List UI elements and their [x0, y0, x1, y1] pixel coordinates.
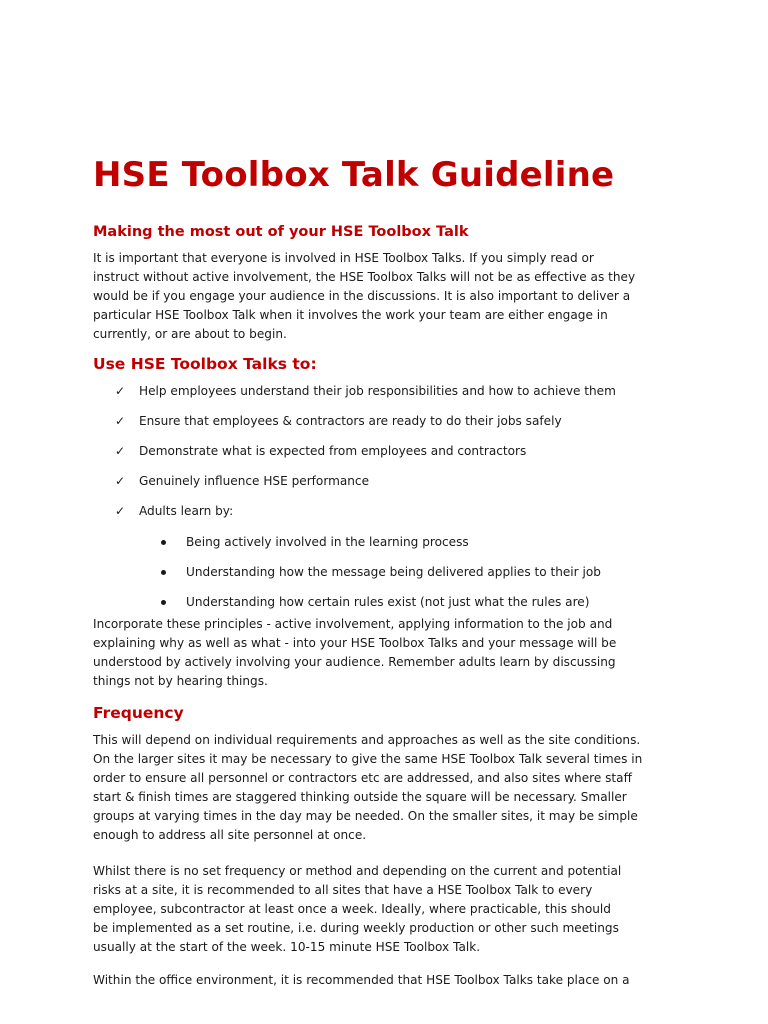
text-line: groups at varying times in the day may be needed. On the smaller sites, it may be simple	[93, 809, 638, 823]
bullet-item	[93, 563, 683, 582]
checklist-item-text: Help employees understand their job responsibilities and how to achieve them	[139, 384, 616, 398]
text-line: explaining why as well as what - into your HSE Toolbox Talks and your message will be	[93, 636, 617, 650]
frequency-paragraph-3	[93, 971, 683, 990]
section-heading-use-toolbox-talks: Use HSE Toolbox Talks to:	[93, 355, 317, 373]
check-mark-icon: ✓	[115, 444, 126, 458]
checklist-item	[93, 382, 683, 401]
checklist	[93, 382, 683, 521]
text-line: instruct without active involvement, the HSE Toolbox Talks will not be as effective as they	[93, 270, 636, 284]
checklist-item-text: Adults learn by:	[139, 504, 234, 518]
section-heading-frequency: Frequency	[93, 704, 184, 722]
check-mark-icon: ✓	[115, 474, 126, 488]
text-line: things not by hearing things.	[93, 674, 268, 688]
checklist-item	[93, 442, 683, 461]
text-line: understood by actively involving your audience. Remember adults learn by discussing	[93, 655, 616, 669]
text-line: order to ensure all personnel or contractors etc are addressed, and also sites where staff	[93, 771, 632, 785]
checklist-item	[93, 472, 683, 491]
principles-paragraph	[93, 615, 683, 691]
bullet-item	[93, 533, 683, 552]
bullet-dot-icon	[161, 570, 166, 575]
checklist-item-text: Demonstrate what is expected from employees and contractors	[139, 444, 527, 458]
document-title: HSE Toolbox Talk Guideline	[93, 155, 615, 195]
bullet-dot-icon	[161, 600, 166, 605]
checklist-item	[93, 412, 683, 431]
intro-paragraph	[93, 249, 683, 344]
section-heading-making-the-most: Making the most out of your HSE Toolbox Talk	[93, 224, 469, 240]
document-content	[93, 150, 683, 990]
text-line: This will depend on individual requirements and approaches as well as the site conditions.	[93, 733, 641, 747]
checklist-item	[93, 502, 683, 521]
text-line: enough to address all site personnel at once.	[93, 828, 367, 842]
text-line: usually at the start of the week. 10-15 minute HSE Toolbox Talk.	[93, 940, 481, 954]
check-mark-icon: ✓	[115, 504, 126, 518]
bullet-item-text: Understanding how certain rules exist (not just what the rules are)	[186, 595, 590, 609]
bullet-item-text: Being actively involved in the learning process	[186, 535, 469, 549]
frequency-paragraph-2	[93, 862, 683, 957]
bullet-item-text: Understanding how the message being delivered applies to their job	[186, 565, 601, 579]
text-line: It is important that everyone is involved in HSE Toolbox Talks. If you simply read or	[93, 251, 594, 265]
text-line: currently, or are about to begin.	[93, 327, 287, 341]
bullet-list	[93, 533, 683, 612]
check-mark-icon: ✓	[115, 384, 126, 398]
text-line: On the larger sites it may be necessary to give the same HSE Toolbox Talk several times in	[93, 752, 643, 766]
check-mark-icon: ✓	[115, 414, 126, 428]
bullet-item	[93, 593, 683, 612]
text-line: be implemented as a set routine, i.e. during weekly production or other such meetings	[93, 921, 619, 935]
text-line: Whilst there is no set frequency or method and depending on the current and potential	[93, 864, 622, 878]
text-line: Incorporate these principles - active involvement, applying information to the job and	[93, 617, 613, 631]
text-line: risks at a site, it is recommended to all sites that have a HSE Toolbox Talk to every	[93, 883, 593, 897]
text-line: would be if you engage your audience in the discussions. It is also important to deliver a	[93, 289, 631, 303]
bullet-dot-icon	[161, 540, 166, 545]
text-line: particular HSE Toolbox Talk when it involves the work your team are either engage in	[93, 308, 608, 322]
text-line: employee, subcontractor at least once a week. Ideally, where practicable, this should	[93, 902, 611, 916]
text-line: Within the office environment, it is recommended that HSE Toolbox Talks take place on a	[93, 973, 630, 987]
frequency-paragraph-1	[93, 731, 683, 845]
text-line: start & finish times are staggered thinking outside the square will be necessary. Smaller	[93, 790, 627, 804]
checklist-item-text: Ensure that employees & contractors are ready to do their jobs safely	[139, 414, 562, 428]
checklist-item-text: Genuinely influence HSE performance	[139, 474, 370, 488]
